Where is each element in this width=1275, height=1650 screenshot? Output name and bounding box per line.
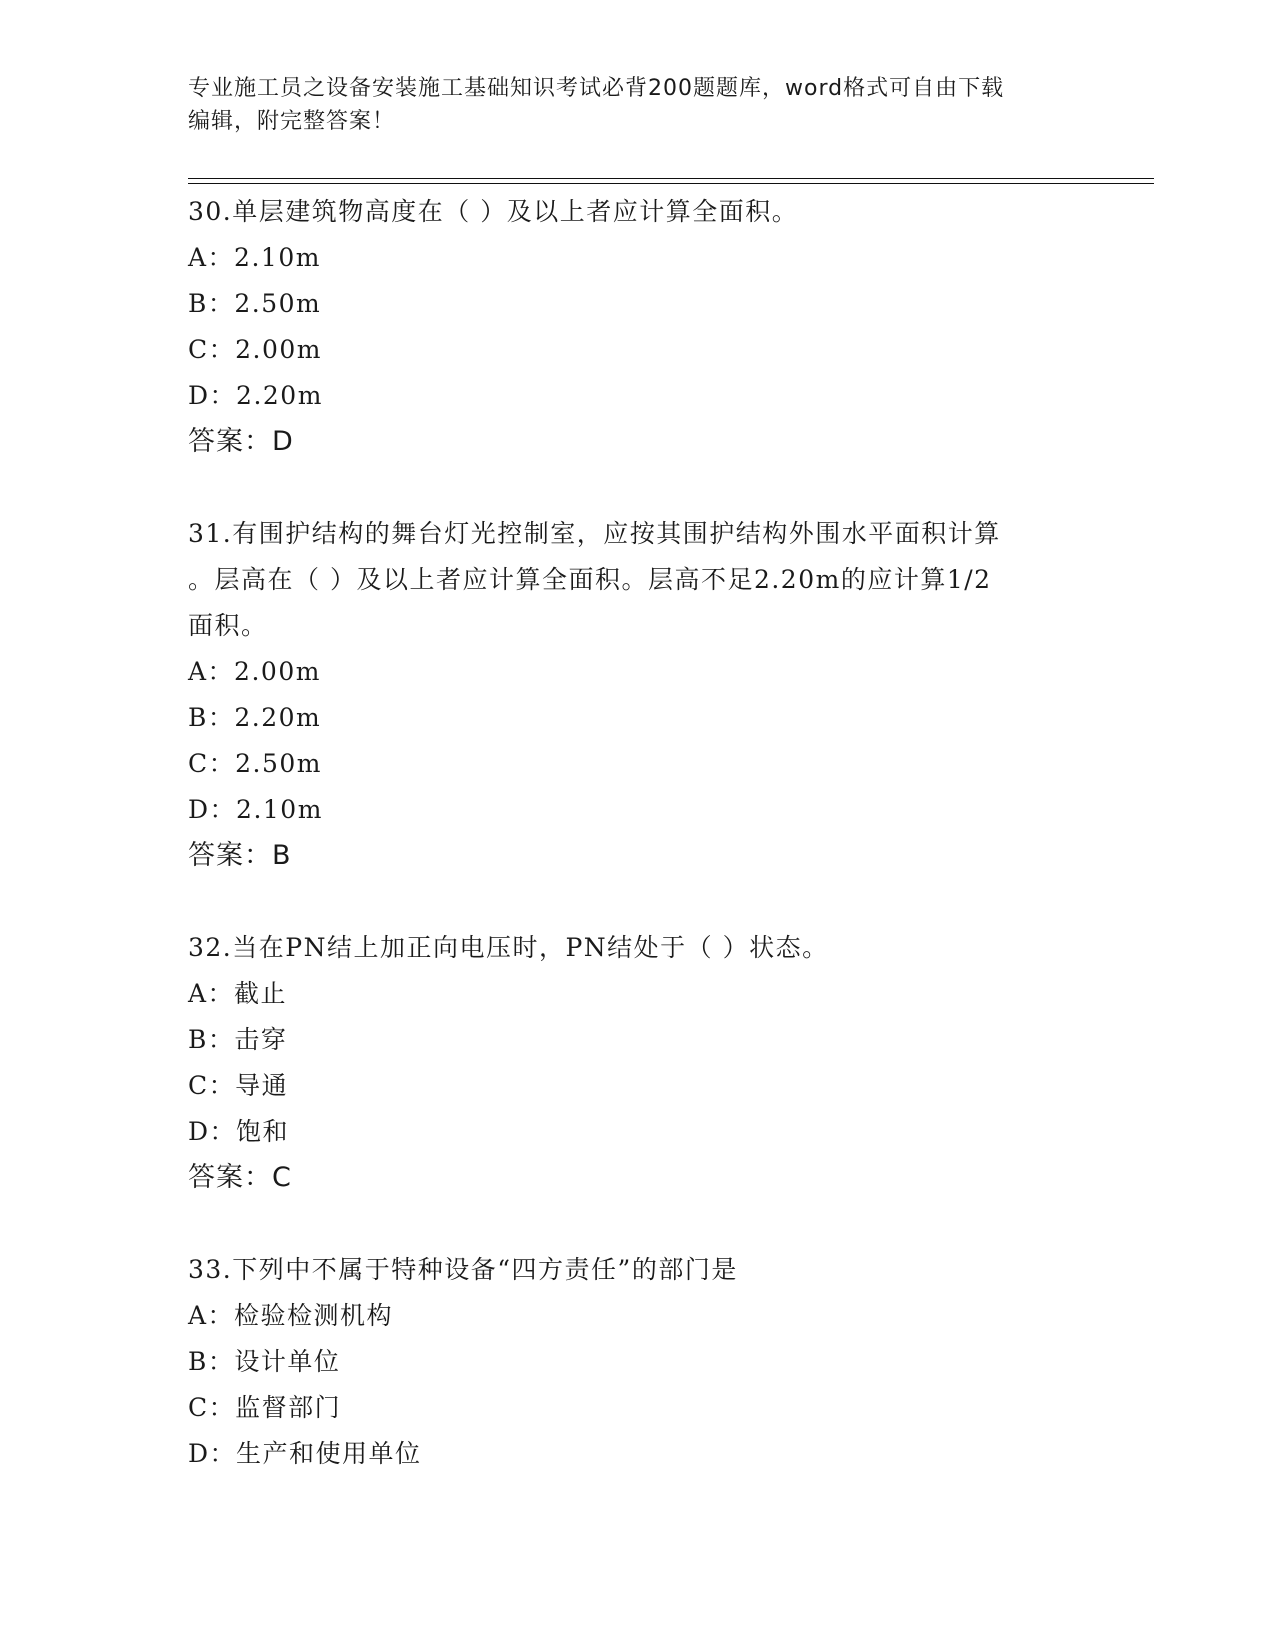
option-b: B：2.50m	[188, 289, 322, 318]
option-b: B：2.20m	[188, 703, 322, 732]
option-a: A：2.00m	[188, 657, 321, 686]
option-c: C：导通	[188, 1071, 289, 1100]
question-stem: 32.当在PN结上加正向电压时，PN结处于（ ）状态。	[188, 933, 829, 962]
header-divider-top	[188, 178, 1154, 179]
answer-label: 答案：C	[188, 1162, 292, 1193]
header-line-2: 编辑，附完整答案！	[188, 109, 396, 134]
option-b: B：设计单位	[188, 1347, 341, 1376]
question-stem: 30.单层建筑物高度在（ ）及以上者应计算全面积。	[188, 197, 799, 226]
option-d: D：生产和使用单位	[188, 1439, 422, 1468]
question-stem: 33.下列中不属于特种设备“四方责任”的部门是	[188, 1255, 738, 1284]
option-a: A：检验检测机构	[188, 1301, 394, 1330]
question-list	[188, 189, 1088, 1523]
header-line-1: 专业施工员之设备安装施工基础知识考试必背200题题库，word格式可自由下载	[188, 76, 1005, 101]
question-33	[188, 1247, 1088, 1477]
question-stem-line-1: 31.有围护结构的舞台灯光控制室，应按其围护结构外围水平面积计算	[188, 519, 1001, 548]
answer-label: 答案：D	[188, 426, 294, 457]
option-d: D：2.20m	[188, 381, 323, 410]
document-header	[188, 72, 1088, 138]
option-b: B：击穿	[188, 1025, 288, 1054]
question-stem-line-2: 。层高在（ ）及以上者应计算全面积。层高不足2.20m的应计算1/2	[188, 565, 992, 594]
option-c: C：监督部门	[188, 1393, 342, 1422]
option-d: D：2.10m	[188, 795, 323, 824]
question-31	[188, 511, 1088, 879]
header-divider-bottom	[188, 183, 1154, 184]
option-c: C：2.50m	[188, 749, 322, 778]
option-c: C：2.00m	[188, 335, 322, 364]
question-30	[188, 189, 1088, 465]
option-d: D：饱和	[188, 1117, 290, 1146]
answer-label: 答案：B	[188, 840, 292, 871]
question-stem-line-3: 面积。	[188, 611, 268, 640]
option-a: A：2.10m	[188, 243, 321, 272]
question-32	[188, 925, 1088, 1201]
option-a: A：截止	[188, 979, 288, 1008]
